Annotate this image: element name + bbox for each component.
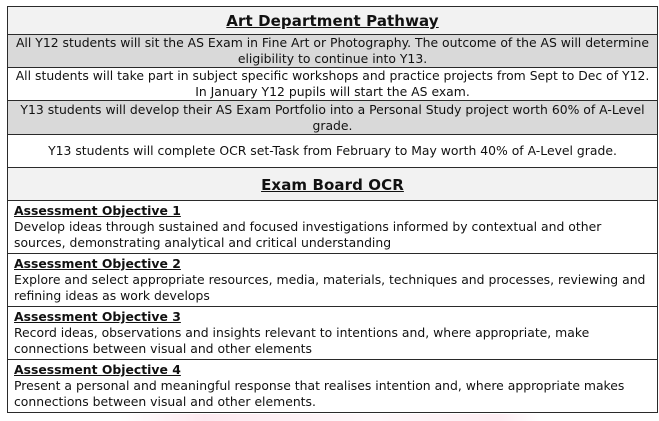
pathway-text-4: Y13 students will complete OCR set-Task from February to May worth 40% of A-Level grade. [8, 135, 658, 168]
objective-row-3 [8, 307, 658, 360]
exam-board-heading-text: Exam Board OCR [261, 175, 404, 194]
exam-board-row [8, 168, 658, 201]
objective-heading-3: Assessment Objective 3 [14, 309, 181, 324]
objective-text-3: Record ideas, observations and insights relevant to intentions and, where appropriate, make connections between visual and other elements [14, 325, 590, 356]
objective-cell-3 [8, 307, 658, 360]
background-decoration [120, 414, 540, 421]
exam-board-heading [8, 168, 658, 201]
objective-text-1: Develop ideas through sustained and focused investigations informed by contextual and other sources, demonstrating analytical and critical understanding [14, 219, 602, 250]
pathway-row-1 [8, 35, 658, 68]
pathway-row-4 [8, 135, 658, 168]
objective-text-2: Explore and select appropriate resources, media, materials, techniques and processes, reviewing and refining ideas as work develops [14, 272, 646, 303]
objective-cell-4 [8, 360, 658, 413]
page-title-text: Art Department Pathway [226, 12, 439, 30]
objective-heading-2: Assessment Objective 2 [14, 256, 181, 271]
pathway-text-2: All students will take part in subject specific workshops and practice projects from Sept to Dec of Y12. In January Y12 pupils will start the AS exam. [8, 68, 658, 101]
objective-cell-1 [8, 201, 658, 254]
pathway-table [7, 6, 658, 413]
pathway-row-3 [8, 101, 658, 135]
pathway-document [7, 6, 658, 413]
objective-row-1 [8, 201, 658, 254]
objective-heading-1: Assessment Objective 1 [14, 203, 181, 218]
objective-text-4: Present a personal and meaningful response that realises intention and, where appropriate makes connections between visual and other elements. [14, 378, 625, 409]
objective-row-2 [8, 254, 658, 307]
page-title [8, 7, 658, 35]
objective-row-4 [8, 360, 658, 413]
pathway-text-3: Y13 students will develop their AS Exam Portfolio into a Personal Study project worth 60% of A-Level grade. [8, 101, 658, 135]
pathway-row-2 [8, 68, 658, 101]
title-row [8, 7, 658, 35]
objective-cell-2 [8, 254, 658, 307]
objective-heading-4: Assessment Objective 4 [14, 362, 181, 377]
pathway-text-1: All Y12 students will sit the AS Exam in Fine Art or Photography. The outcome of the AS will determine eligibility to continue into Y13. [8, 35, 658, 68]
